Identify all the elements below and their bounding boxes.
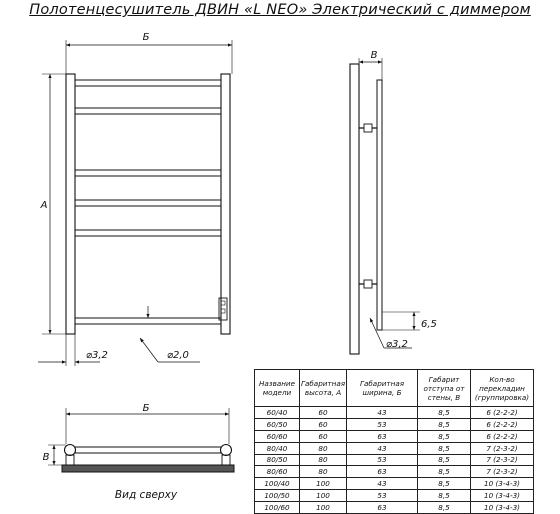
table-row (255, 442, 534, 454)
cell-rungs: 7 (2-3-2) (471, 466, 534, 478)
spec-table (254, 369, 534, 514)
cell-height: 100 (300, 478, 347, 490)
side-offset-label: 6,5 (421, 319, 437, 330)
cell-width: 63 (347, 430, 418, 442)
cell-rungs: 10 (3-4-3) (471, 502, 534, 514)
cell-width: 43 (347, 407, 418, 419)
cell-width: 53 (347, 490, 418, 502)
spec-table-header-row (255, 370, 534, 407)
cell-rungs: 6 (2-2-2) (471, 418, 534, 430)
cell-model: 80/60 (255, 466, 300, 478)
table-row (255, 454, 534, 466)
cell-width: 43 (347, 478, 418, 490)
front-rail-diameter-label: ⌀2,0 (167, 350, 189, 361)
cell-width: 53 (347, 454, 418, 466)
cell-model: 80/40 (255, 442, 300, 454)
cell-model: 80/50 (255, 454, 300, 466)
top-depth-label: В (42, 452, 50, 463)
col-header-rungs: Кол-во перекладин (группировка) (471, 370, 534, 407)
col-header-offset: Габарит отступа от стены, В (418, 370, 471, 407)
front-view (38, 40, 232, 366)
col-header-width: Габаритная ширина, Б (347, 370, 418, 407)
cell-model: 60/50 (255, 418, 300, 430)
cell-height: 80 (300, 442, 347, 454)
cell-height: 60 (300, 430, 347, 442)
cell-height: 60 (300, 407, 347, 419)
cell-rungs: 10 (3-4-3) (471, 478, 534, 490)
cell-offset: 8,5 (418, 478, 471, 490)
side-depth-label: В (370, 50, 378, 61)
table-row (255, 490, 534, 502)
cell-width: 43 (347, 442, 418, 454)
cell-rungs: 6 (2-2-2) (471, 430, 534, 442)
cell-rungs: 6 (2-2-2) (471, 407, 534, 419)
cell-height: 80 (300, 466, 347, 478)
cell-offset: 8,5 (418, 442, 471, 454)
cell-model: 60/60 (255, 430, 300, 442)
cell-offset: 8,5 (418, 454, 471, 466)
top-width-label: Б (142, 403, 150, 414)
front-height-label: А (40, 200, 48, 211)
cell-model: 60/40 (255, 407, 300, 419)
table-row (255, 478, 534, 490)
col-header-model: Название модели (255, 370, 300, 407)
cell-rungs: 7 (2-3-2) (471, 442, 534, 454)
table-row (255, 430, 534, 442)
top-view (48, 408, 234, 472)
cell-width: 53 (347, 418, 418, 430)
table-row (255, 407, 534, 419)
side-view (350, 58, 420, 354)
cell-width: 63 (347, 502, 418, 514)
cell-model: 100/50 (255, 490, 300, 502)
drawing-title: Полотенцесушитель ДВИН «L NEO» Электрический с диммером (29, 2, 531, 18)
col-header-height: Габаритная высота, А (300, 370, 347, 407)
cell-offset: 8,5 (418, 430, 471, 442)
cell-height: 100 (300, 490, 347, 502)
top-view-caption: Вид сверху (114, 489, 178, 501)
cell-offset: 8,5 (418, 407, 471, 419)
cell-offset: 8,5 (418, 490, 471, 502)
cell-rungs: 10 (3-4-3) (471, 490, 534, 502)
cell-model: 100/60 (255, 502, 300, 514)
cell-height: 80 (300, 454, 347, 466)
cell-width: 63 (347, 466, 418, 478)
table-row (255, 418, 534, 430)
cell-height: 100 (300, 502, 347, 514)
front-width-label: Б (142, 32, 150, 43)
cell-offset: 8,5 (418, 466, 471, 478)
cell-model: 100/40 (255, 478, 300, 490)
front-tube-diameter-label: ⌀3,2 (86, 350, 108, 361)
cell-rungs: 7 (2-3-2) (471, 454, 534, 466)
table-row (255, 502, 534, 514)
cell-offset: 8,5 (418, 502, 471, 514)
cell-offset: 8,5 (418, 418, 471, 430)
cell-height: 60 (300, 418, 347, 430)
table-row (255, 466, 534, 478)
side-tube-diameter-label: ⌀3,2 (386, 339, 408, 350)
